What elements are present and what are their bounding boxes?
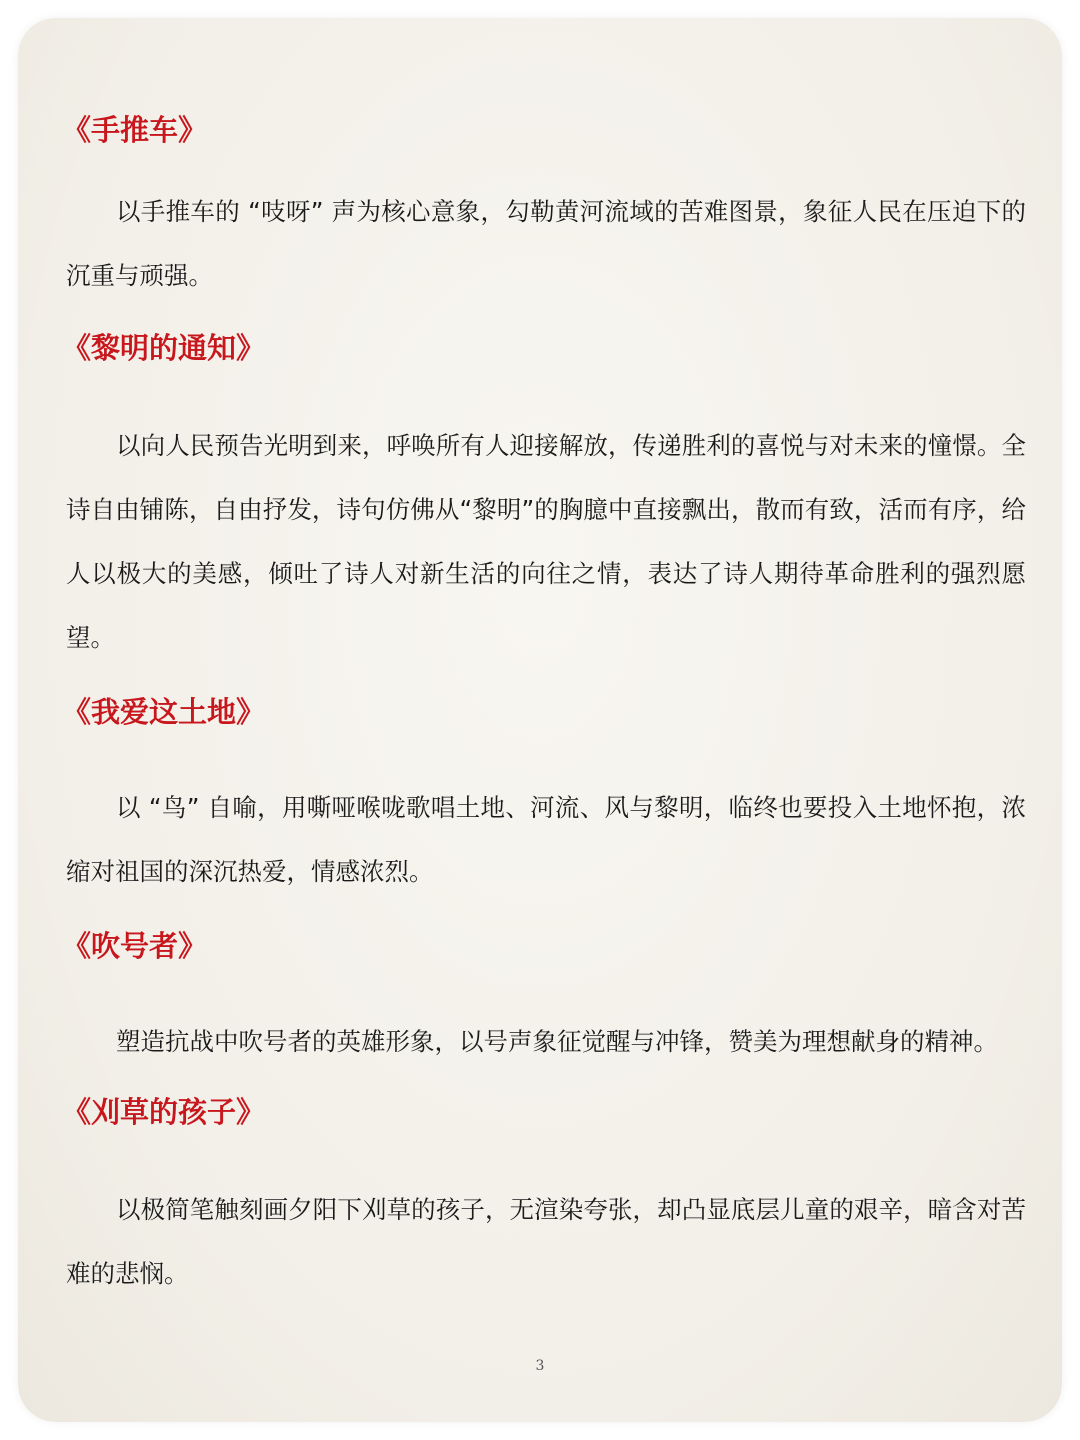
section-chuihaozhe bbox=[62, 926, 1026, 1074]
section-body: 塑造抗战中吹号者的英雄形象，以号声象征觉醒与冲锋，赞美为理想献身的精神。 bbox=[116, 1027, 998, 1056]
section-body: 以极简笔触刻画夕阳下刈草的孩子，无渲染夸张，却凸显底层儿童的艰辛，暗含对苦难的悲悯。 bbox=[66, 1195, 1026, 1288]
section-liming-de-tongzhi bbox=[62, 328, 1026, 670]
page-number: 3 bbox=[535, 1358, 545, 1374]
document-page bbox=[18, 18, 1062, 1422]
section-body: 以 “鸟” 自喻，用嘶哑喉咙歌唱土地、河流、风与黎明，临终也要投入土地怀抱，浓缩对祖国的深沉热爱，情感浓烈。 bbox=[66, 793, 1026, 886]
section-title: 《吹号者》 bbox=[62, 929, 208, 963]
section-title: 《黎明的通知》 bbox=[62, 331, 266, 365]
section-yicao-de-haizi bbox=[62, 1092, 1026, 1306]
section-shoutuiche bbox=[62, 110, 1026, 308]
section-body: 以手推车的 “吱呀” 声为核心意象，勾勒黄河流域的苦难图景，象征人民在压迫下的沉重与顽强。 bbox=[66, 197, 1026, 290]
section-body: 以向人民预告光明到来，呼唤所有人迎接解放，传递胜利的喜悦与对未来的憧憬。全诗自由铺陈，自由抒发，诗句仿佛从“黎明”的胸臆中直接飘出，散而有致，活而有序，给人以极大的美感，倾吐了诗人对新生活的向往之情，表达了诗人期待革命胜利的强烈愿望。 bbox=[66, 431, 1026, 652]
section-wo-ai-zhe-tudi bbox=[62, 692, 1026, 904]
section-title: 《我爱这土地》 bbox=[62, 695, 266, 729]
section-title: 《手推车》 bbox=[62, 113, 208, 147]
section-title: 《刈草的孩子》 bbox=[62, 1095, 266, 1129]
